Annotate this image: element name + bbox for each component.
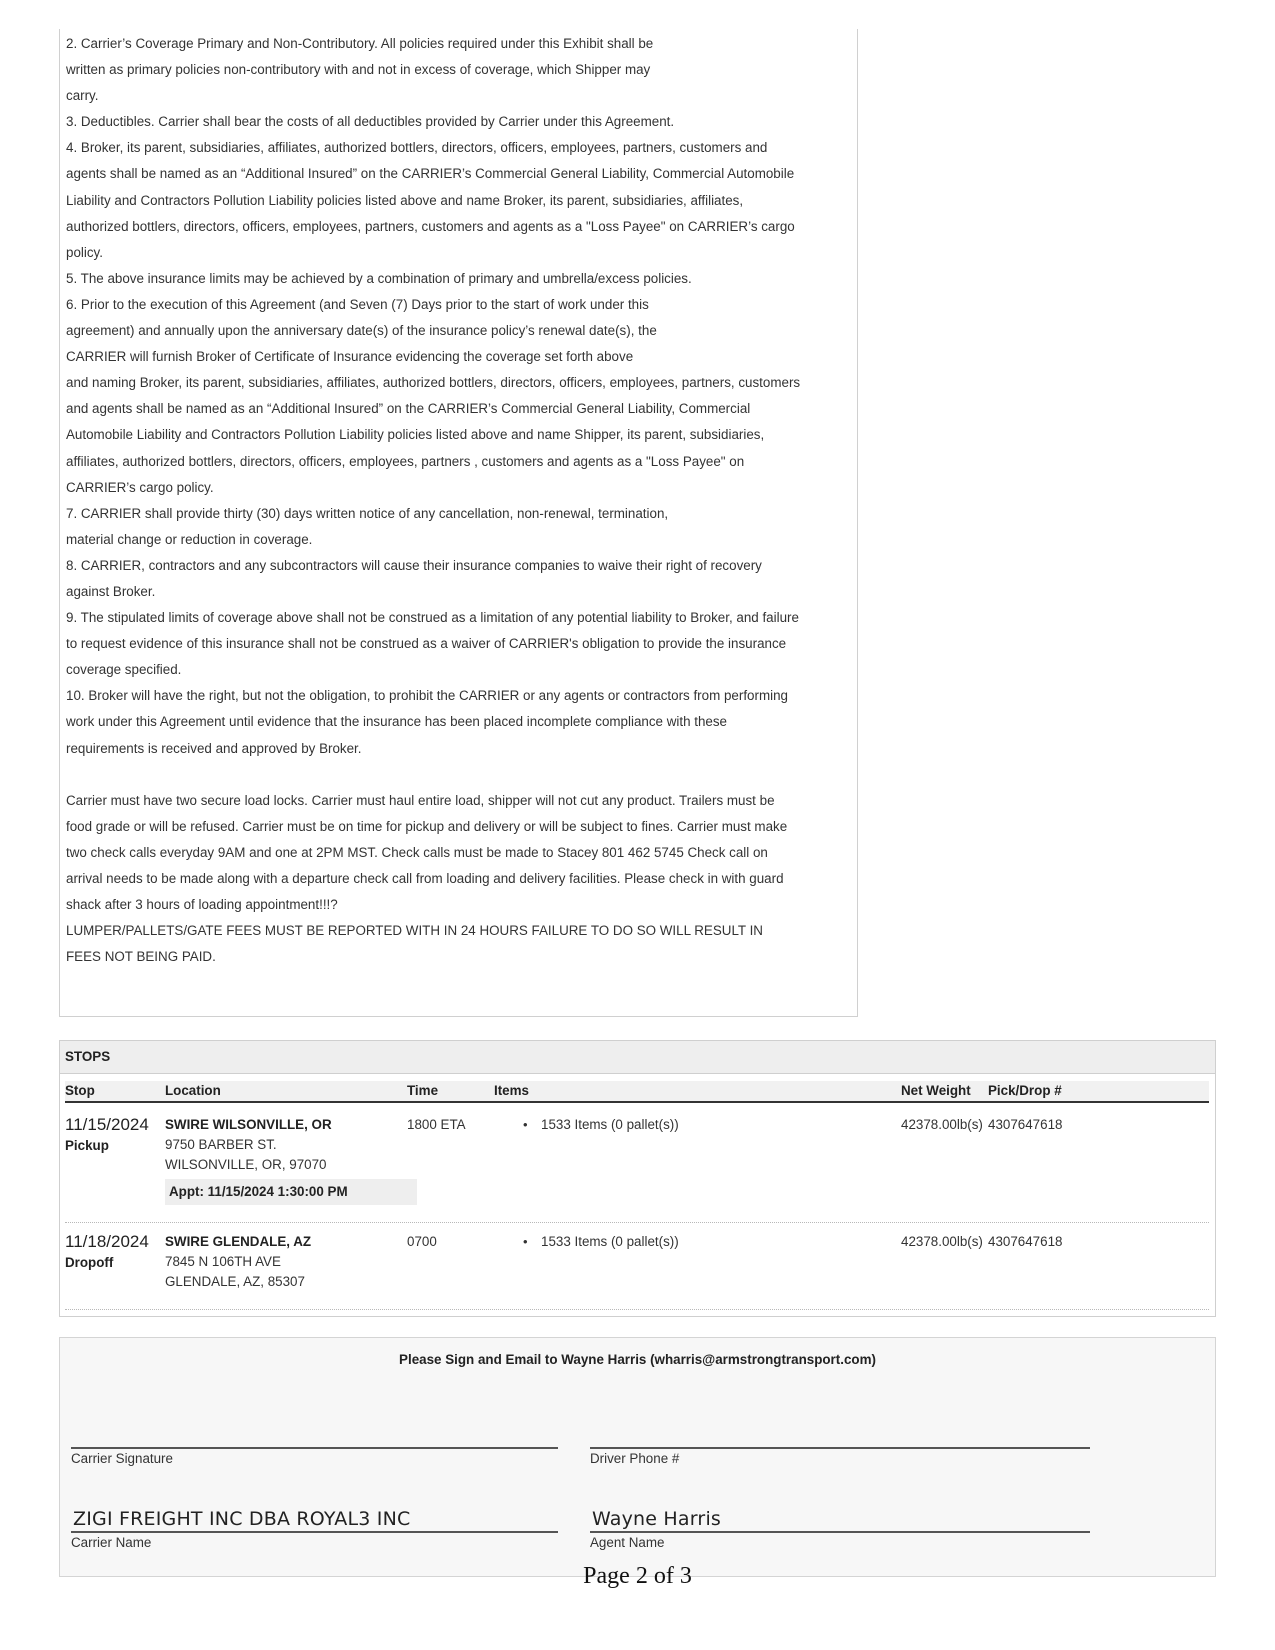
agent-name-block <box>590 1498 1090 1550</box>
terms-line: agents shall be named as an “Additional Insured” on the CARRIER’s Commercial General Liability, Commercial Automobile <box>66 166 795 182</box>
terms-line: CARRIER’s cargo policy. <box>66 479 214 495</box>
carrier-signature-label: Carrier Signature <box>71 1451 173 1466</box>
item-entry: • 1533 Items (0 pallet(s)) <box>541 1117 679 1132</box>
carrier-signature-field[interactable] <box>71 1421 558 1449</box>
location-cell <box>165 1232 311 1292</box>
stop-number: 4307647618 <box>988 1234 1063 1249</box>
terms-line: 7. CARRIER shall provide thirty (30) days written notice of any cancellation, non-renewal, termination, <box>66 505 669 521</box>
stops-title: STOPS <box>60 1041 1215 1074</box>
agent-name-label: Agent Name <box>590 1535 665 1550</box>
col-time: Time <box>407 1083 439 1098</box>
location-address: 9750 BARBER ST. <box>165 1137 277 1152</box>
stop-items <box>541 1232 679 1252</box>
carrier-name-block <box>71 1498 558 1550</box>
terms-line: policy. <box>66 244 103 260</box>
signature-section <box>59 1337 1216 1577</box>
col-net-weight: Net Weight <box>901 1083 971 1098</box>
terms-line: 4. Broker, its parent, subsidiaries, affiliates, authorized bottlers, directors, officers, employees, partners, customers and <box>66 140 768 156</box>
stop-time: 1800 ETA <box>407 1117 466 1132</box>
agent-name-field[interactable] <box>590 1498 1090 1533</box>
col-pick-drop: Pick/Drop # <box>988 1083 1062 1098</box>
terms-line: work under this Agreement until evidence that the insurance has been placed incomplete compliance with these <box>66 714 727 730</box>
driver-phone-label: Driver Phone # <box>590 1451 680 1466</box>
stop-number: 4307647618 <box>988 1117 1063 1132</box>
location-city: GLENDALE, AZ, 85307 <box>165 1274 305 1289</box>
terms-line: Liability and Contractors Pollution Liability policies listed above and name Broker, its parent, subsidiaries, affiliates, <box>66 192 744 208</box>
driver-phone-field[interactable] <box>590 1421 1090 1449</box>
terms-line: 9. The stipulated limits of coverage above shall not be construed as a limitation of any potential liability to Broker, and failure <box>66 610 799 626</box>
terms-line: CARRIER will furnish Broker of Certificate of Insurance evidencing the coverage set forth above <box>66 349 634 365</box>
terms-line: and naming Broker, its parent, subsidiaries, affiliates, authorized bottlers, directors, officers, employees, partners, customers <box>66 375 801 391</box>
stop-weight: 42378.00lb(s) <box>901 1234 983 1249</box>
carrier-name-value: ZIGI FREIGHT INC DBA ROYAL3 INC <box>73 1508 411 1530</box>
terms-line: and agents shall be named as an “Additional Insured” on the CARRIER’s Commercial General Liability, Commercial <box>66 401 751 417</box>
terms-line: arrival needs to be made along with a departure check call from loading and delivery facilities. Please check in with guard <box>66 871 784 886</box>
item-entry: • 1533 Items (0 pallet(s)) <box>541 1234 679 1249</box>
terms-line: affiliates, authorized bottlers, directors, officers, employees, partners , customers and agents as a "Loss Payee" on <box>66 453 745 469</box>
col-location: Location <box>165 1083 221 1098</box>
terms-line: coverage specified. <box>66 662 182 678</box>
stops-table <box>59 1040 1216 1317</box>
carrier-name-field[interactable] <box>71 1498 558 1533</box>
row-divider <box>65 1222 1209 1223</box>
stop-date: 11/15/2024 <box>65 1115 149 1134</box>
terms-line: written as primary policies non-contributory with and not in excess of coverage, which Shipper may <box>66 62 651 78</box>
stop-time: 0700 <box>407 1234 437 1249</box>
location-name: SWIRE WILSONVILLE, OR <box>165 1117 332 1132</box>
terms-line: material change or reduction in coverage. <box>66 531 313 547</box>
terms-section <box>59 29 858 1017</box>
terms-line: 10. Broker will have the right, but not the obligation, to prohibit the CARRIER or any agents or contractors from performing <box>66 688 788 704</box>
terms-line: against Broker. <box>66 583 156 599</box>
terms-line: LUMPER/PALLETS/GATE FEES MUST BE REPORTED WITH IN 24 HOURS FAILURE TO DO SO WILL RESULT IN <box>66 923 763 939</box>
location-address: 7845 N 106TH AVE <box>165 1254 281 1269</box>
terms-line: Automobile Liability and Contractors Pollution Liability policies listed above and name Shipper, its parent, subsidiaries, <box>66 427 765 443</box>
col-stop: Stop <box>65 1083 95 1098</box>
terms-line <box>66 762 857 788</box>
driver-phone-block <box>590 1421 1090 1466</box>
stop-weight: 42378.00lb(s) <box>901 1117 983 1132</box>
agent-name-value: Wayne Harris <box>592 1508 722 1530</box>
terms-line: food grade or will be refused. Carrier must be on time for pickup and delivery or will be subject to fines. Carrier must make <box>66 818 788 834</box>
stop-cell <box>65 1231 149 1273</box>
terms-line: requirements is received and approved by Broker. <box>66 740 362 756</box>
stop-date: 11/18/2024 <box>65 1232 149 1251</box>
terms-line: 6. Prior to the execution of this Agreement (and Seven (7) Days prior to the start of work under this <box>66 296 649 312</box>
carrier-signature-block <box>71 1421 558 1466</box>
terms-line: two check calls everyday 9AM and one at 2PM MST. Check calls must be made to Stacey 801 462 5745 Check call on <box>66 844 768 860</box>
stop-type: Pickup <box>65 1138 109 1153</box>
terms-line: shack after 3 hours of loading appointment!!!? <box>66 897 338 913</box>
appointment-badge: Appt: 11/15/2024 1:30:00 PM <box>165 1179 417 1205</box>
terms-line: 3. Deductibles. Carrier shall bear the costs of all deductibles provided by Carrier under this Agreement. <box>66 114 675 130</box>
terms-line: 8. CARRIER, contractors and any subcontractors will cause their insurance companies to waive their right of recovery <box>66 557 762 573</box>
row-divider <box>65 1309 1209 1310</box>
location-cell <box>165 1115 417 1205</box>
terms-line: agreement) and annually upon the anniversary date(s) of the insurance policy’s renewal date(s), the <box>66 323 657 339</box>
stop-type: Dropoff <box>65 1255 114 1270</box>
location-city: WILSONVILLE, OR, 97070 <box>165 1157 327 1172</box>
terms-line: 2. Carrier’s Coverage Primary and Non-Contributory. All policies required under this Exhibit shall be <box>66 36 654 51</box>
stops-column-headers <box>65 1081 1209 1103</box>
stop-items <box>541 1115 679 1135</box>
terms-line: to request evidence of this insurance shall not be construed as a waiver of CARRIER's obligation to provide the insurance <box>66 636 787 652</box>
terms-line: FEES NOT BEING PAID. <box>66 949 216 965</box>
terms-line: Carrier must have two secure load locks. Carrier must haul entire load, shipper will not cut any product. Trailers must be <box>66 792 775 808</box>
col-items: Items <box>494 1083 529 1098</box>
carrier-name-label: Carrier Name <box>71 1535 152 1550</box>
terms-line: authorized bottlers, directors, officers, employees, partners, customers and agents as a "Loss Payee" on CARRIER’s cargo <box>66 218 795 234</box>
terms-line: carry. <box>66 88 99 104</box>
terms-line: 5. The above insurance limits may be achieved by a combination of primary and umbrella/excess policies. <box>66 270 692 286</box>
stop-cell <box>65 1114 149 1156</box>
page-number: Page 2 of 3 <box>583 1563 692 1589</box>
signature-instructions: Please Sign and Email to Wayne Harris (wharris@armstrongtransport.com) <box>399 1352 876 1367</box>
location-name: SWIRE GLENDALE, AZ <box>165 1234 312 1249</box>
